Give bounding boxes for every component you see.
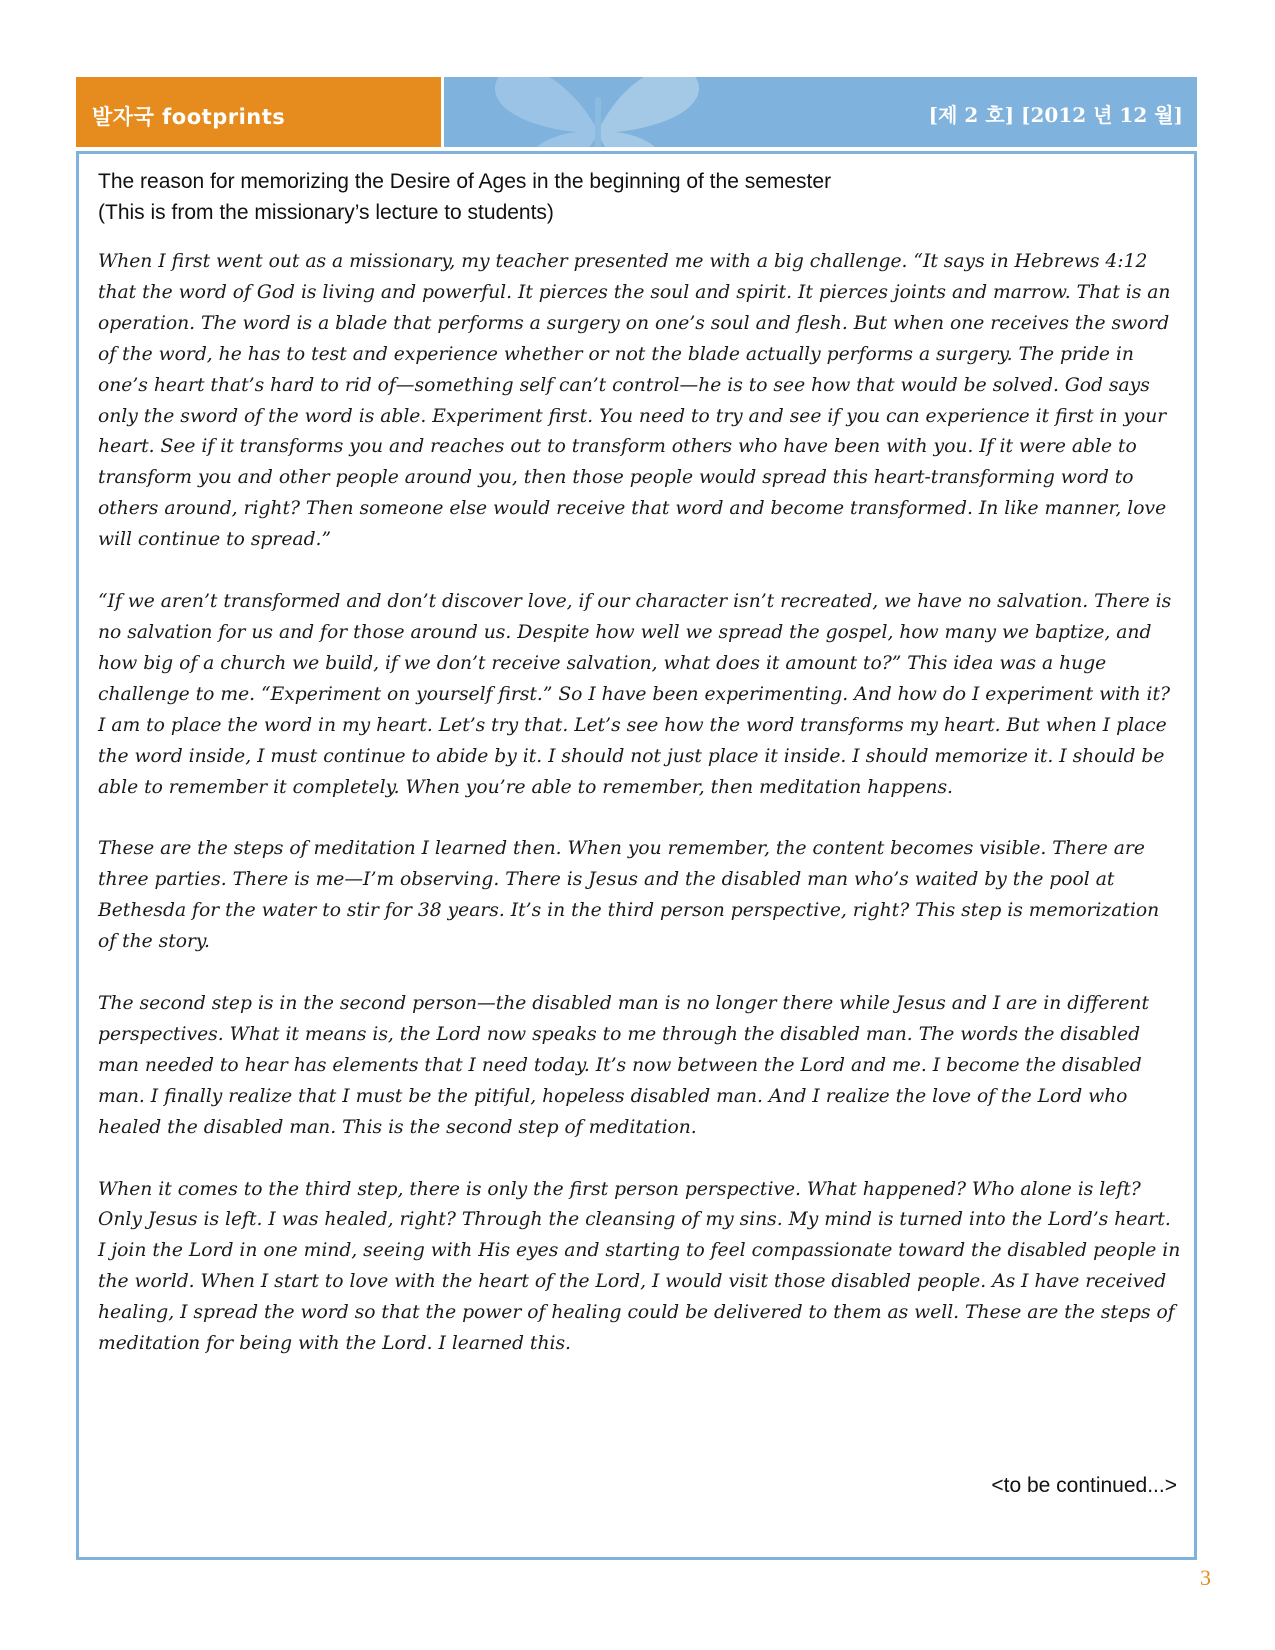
- paragraph: When it comes to the third step, there is only the first person perspective. What happened? Who alone is left? Only Jesus is left. I was healed, right? Through the cleansing of my sins. My mind is turned into the Lord’s heart. I join the Lord in one mind, seeing with His eyes and starting to feel compassionate toward the disabled people in the world. When I start to love with the heart of the Lord, I would visit those disabled people. As I have received healing, I spread the word so that the power of healing could be delivered to them as well. These are the steps of meditation for being with the Lord. I learned this.: [98, 1178, 1181, 1355]
- header-title-block: [76, 77, 444, 147]
- article-title-line: The reason for memorizing the Desire of Ages in the beginning of the semester: [98, 170, 832, 193]
- paragraph: The second step is in the second person—the disabled man is no longer there while Jesus and I are in different perspectives. What it means is, the Lord now speaks to me through the disabled man. The words the disabled man needed to hear has elements that I need today. It’s now between the Lord and me. I become the disabled man. I finally realize that I must be the pitiful, hopeless disabled man. And I realize the love of the Lord who healed the disabled man. This is the second step of meditation.: [98, 993, 1149, 1138]
- page-number: 3: [1200, 1565, 1211, 1590]
- paragraph: “If we aren’t transformed and don’t discover love, if our character isn’t recreated, we have no salvation. There is no salvation for us and for those around us. Despite how well we spread the gospel, how many we baptize, and how big of a church we build, if we don’t receive salvation, what does it amount to?” This idea was a huge challenge to me. “Experiment on yourself first.” So I have been experimenting. And how do I experiment with it? I am to place the word in my heart. Let’s try that. Let’s see how the word transforms my heart. But when I place the word inside, I must continue to abide by it. I should not just place it inside. I should memorize it. I should be able to remember it completely. When you’re able to remember, then meditation happens.: [98, 591, 1172, 798]
- article-title: [98, 166, 1178, 228]
- newsletter-title: 발자국 footprints: [92, 105, 286, 129]
- paragraph: When I first went out as a missionary, my teacher presented me with a big challenge. “It says in Hebrews 4:12 that the word of God is living and powerful. It pierces the soul and spirit. It pierces joints and marrow. That is an operation. The word is a blade that performs a surgery on one’s soul and flesh. But when one receives the sword of the word, he has to test and experience whether or not the blade actually performs a surgery. The pride in one’s heart that’s hard to rid of—something self can’t control—he is to see how that would be solved. God says only the sword of the word is able. Experiment first. You need to try and see if you can experience it first in your heart. See if it transforms you and reaches out to transform others who have been with you. If it were able to transform you and other people around you, then those people would spread this heart-transforming word to others around, right? Then someone else would receive that word and become transformed. In like manner, love will continue to spread.”: [98, 251, 1171, 551]
- article-box: [76, 151, 1197, 1560]
- butterfly-icon: [466, 77, 726, 147]
- continued-note: <to be continued...>: [991, 1474, 1177, 1497]
- page-header: [76, 77, 1197, 147]
- paragraph: These are the steps of meditation I learned then. When you remember, the content becomes visible. There are three parties. There is me—I’m observing. There is Jesus and the disabled man who’s waited by the pool at Bethesda for the water to stir for 38 years. It’s in the third person perspective, right? This step is memorization of the story.: [98, 838, 1160, 953]
- article-subtitle: (This is from the missionary’s lecture to students): [98, 201, 554, 224]
- article-body: [98, 247, 1181, 1391]
- issue-info: [제 2 호] [2012 년 12 월]: [928, 103, 1183, 127]
